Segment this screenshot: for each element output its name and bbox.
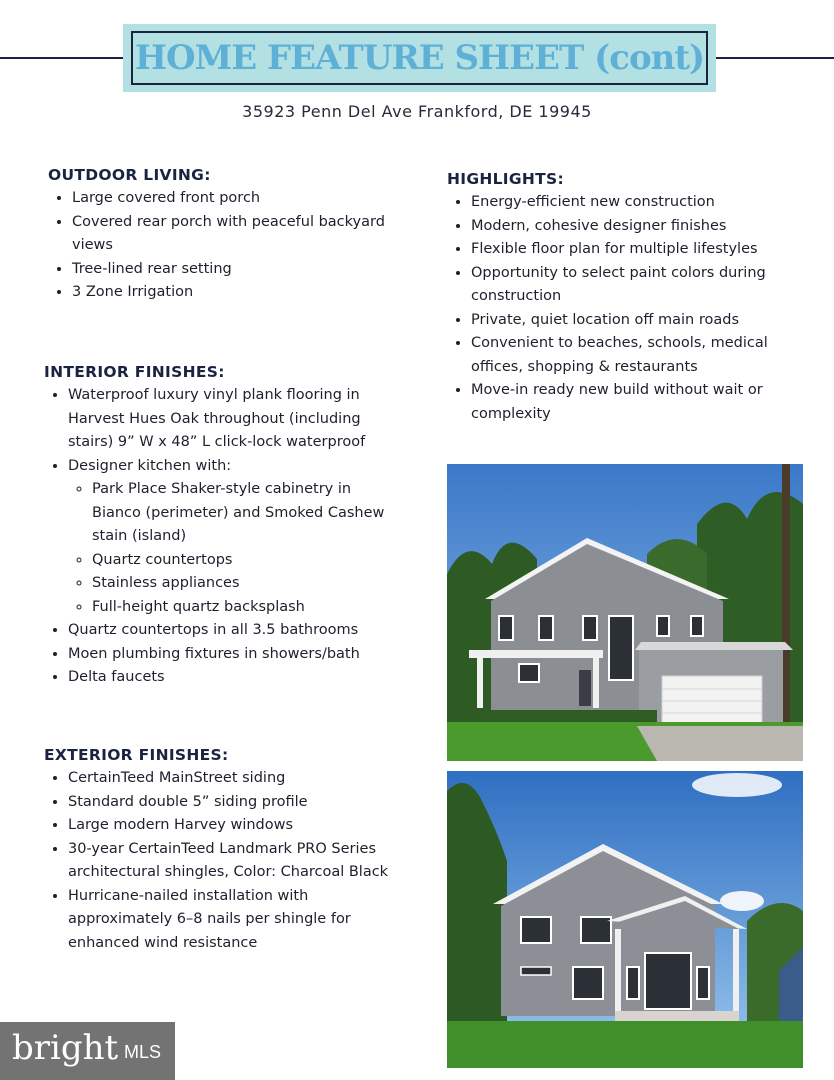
list-item: • Covered rear porch with peaceful backyard views [72,211,388,258]
page-title: HOME FEATURE SHEET (cont) [134,38,705,78]
list-item: • Private, quiet location off main roads [471,309,787,333]
list-item: • 3 Zone Irrigation [72,281,388,305]
list-item: • 30-year CertainTeed Landmark PRO Series architectural shingles, Color: Charcoal Black [68,838,389,885]
list-item: • Waterproof luxury vinyl plank flooring in Harvest Hues Oak throughout (including stairs) 9” W x 48” L click-lock waterproof [68,384,389,455]
kitchen-sublist [68,478,389,619]
list-item: • Flexible floor plan for multiple lifestyles [471,238,787,262]
header-rule-left [0,57,126,59]
list-item: • Delta faucets [68,666,389,690]
title-frame [131,31,708,85]
list-item: • Moen plumbing fixtures in showers/bath [68,643,389,667]
exterior-finishes-list [44,767,389,955]
interior-finishes-heading: INTERIOR FINISHES: [44,363,225,381]
sub-list-item: ◦ Full-height quartz backsplash [92,596,389,620]
list-item: • Move-in ready new build without wait or complexity [471,379,787,426]
house-rear-photo [447,771,803,1068]
list-item: • Quartz countertops in all 3.5 bathrooms [68,619,389,643]
list-item: • Modern, cohesive designer finishes [471,215,787,239]
list-item: • Hurricane-nailed installation with approximately 6–8 nails per shingle for enhanced wind resistance [68,885,389,956]
bright-mls-logo [0,1022,175,1080]
sub-list-item: ◦ Quartz countertops [92,549,389,573]
list-item: • Tree-lined rear setting [72,258,388,282]
list-item: • Energy-efficient new construction [471,191,787,215]
highlights-heading: HIGHLIGHTS: [447,170,565,188]
list-item: • CertainTeed MainStreet siding [68,767,389,791]
logo-suffix-text: MLS [124,1042,162,1062]
sub-list-item: ◦ Stainless appliances [92,572,389,596]
list-item: • Large modern Harvey windows [68,814,389,838]
sub-list-item: ◦ Park Place Shaker-style cabinetry in Bianco (perimeter) and Smoked Cashew stain (island) [92,478,389,549]
outdoor-living-list [48,187,388,305]
highlights-section [447,168,787,426]
logo-brand-text: bright [12,1028,119,1068]
title-banner [123,24,716,92]
exterior-finishes-heading: EXTERIOR FINISHES: [44,746,229,764]
interior-finishes-section [44,361,389,690]
kitchen-label: Designer kitchen with: [68,457,232,474]
list-item [68,455,389,620]
list-item: • Large covered front porch [72,187,388,211]
outdoor-living-section [48,164,388,305]
highlights-list [447,191,787,426]
list-item: • Convenient to beaches, schools, medical offices, shopping & restaurants [471,332,787,379]
list-item: • Standard double 5” siding profile [68,791,389,815]
exterior-finishes-section [44,744,389,955]
outdoor-living-heading: OUTDOOR LIVING: [48,166,211,184]
interior-finishes-list [44,384,389,690]
property-address: 35923 Penn Del Ave Frankford, DE 19945 [242,102,592,121]
header-rule-right [716,57,834,59]
list-item: • Opportunity to select paint colors during construction [471,262,787,309]
house-front-photo [447,464,803,761]
